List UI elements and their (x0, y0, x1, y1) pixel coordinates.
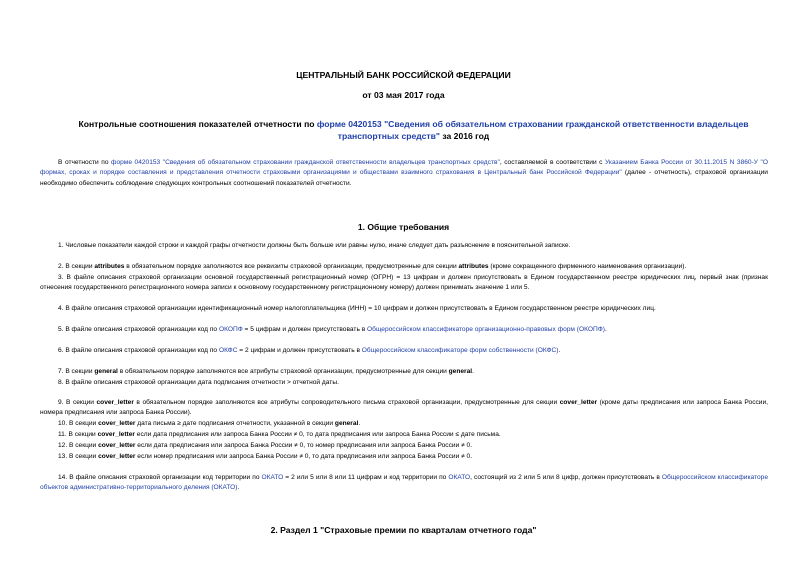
item-text: . (558, 347, 561, 354)
intro-text-3: (далее - отчетность), страховой организации необходимо обеспечить соблюдение следующих контрольных соотношений показателей отчетности. (40, 169, 768, 187)
document-title (60, 118, 767, 142)
list-item (40, 398, 768, 419)
okfs-classifier-link[interactable]: Общероссийском классификаторе форм собственности (ОКФС) (361, 347, 559, 354)
item-keyword: general (334, 420, 359, 427)
title-text: Контрольные соотношения показателей отчетности по (78, 119, 317, 129)
item-keyword: cover_letter (96, 399, 134, 406)
item-text: в обязательном порядке заполняются все реквизиты страховой организации, предусмотренные для секции (124, 263, 459, 270)
item-text: 5. В файле описания страховой организации код по (58, 326, 219, 333)
list-item (40, 262, 768, 272)
item-text: 14. В файле описания страховой организации код территории по (58, 474, 262, 481)
item-text: . (237, 484, 240, 492)
item-text: в обязательном порядке заполняются все атрибуты сопроводительного письма страховой организации, предусмотренные для секции (133, 399, 560, 406)
list-item: 3. В файле описания страховой организации основной государственный регистрационный номер (ОГРН) = 13 цифрам и должен присутствовать в Едином государственном реестре юридических лиц, первый знак (признак отнесения государственного регистрационного номера записи к основному государственному регистрационному номеру) должен принимать значение 1 или 5. (40, 274, 768, 292)
form-link[interactable]: форме 0420153 "Сведения об обязательном страховании гражданской ответственности владельцев транспортных средств" (316, 119, 749, 141)
section-heading-premiums: 2. Раздел 1 "Страховые премии по кварталам отчетного года" (270, 525, 537, 535)
item-text: , состоящий из 2 или 5 или 8 цифр, должен присутствовать в (470, 474, 662, 481)
intro-paragraph (40, 158, 768, 189)
item-text: в обязательном порядке заполняются все атрибуты страховой организации, предусмотренные для секции (117, 368, 449, 375)
intro-regulation-link[interactable]: Указанием Банка России от 30.11.2015 N 3860-У "О формах, сроках и порядке составления и представления отчетности страховыми организациями и обществами взаимного страхования в Центральный банк Российской Федерации" (40, 159, 768, 177)
intro-text-2: , составляемой в соответствии с (499, 159, 606, 166)
item-text: (кроме даты предписания или запроса Банка России, номера предписания или запроса Банка России). (40, 399, 768, 417)
list-item: 8. В файле описания страховой организации дата подписания отчетности > отчетной даты. (58, 379, 339, 386)
item-text: дата письма ≥ дате подписания отчетности, указанной в секции (135, 420, 335, 427)
item-text: 13. В секции (58, 453, 99, 460)
list-item (40, 441, 768, 451)
item-text: если номер предписания или запроса Банка России ≠ 0, то дата предписания или запроса Банка России ≠ 0. (135, 453, 473, 460)
item-keyword: attributes (94, 263, 125, 270)
okato-link[interactable]: ОКАТО (448, 474, 471, 481)
section-heading-general: 1. Общие требования (357, 222, 450, 232)
item-keyword: cover_letter (98, 442, 136, 449)
item-text: (кроме сокращенного фирменного наименования организации). (488, 263, 687, 270)
item-text: = 2 или 5 или 8 или 11 цифрам и код территории по (283, 474, 449, 481)
list-item: 1. Числовые показатели каждой строки и каждой графы отчетности должны быть больше или равны нулю, иначе следует дать разъяснение в пояснительной записке. (58, 242, 571, 249)
item-keyword: attributes (458, 263, 489, 270)
item-text: = 2 цифрам и должен присутствовать в (237, 347, 362, 354)
org-heading: ЦЕНТРАЛЬНЫЙ БАНК РОССИЙСКОЙ ФЕДЕРАЦИИ (296, 70, 511, 80)
item-text: 2. В секции (58, 263, 95, 270)
item-text: 9. В секции (58, 399, 97, 406)
okopf-classifier-link[interactable]: Общероссийском классификаторе организационно-правовых форм (ОКОПФ) (367, 326, 605, 333)
item-keyword: cover_letter (98, 453, 136, 460)
item-text: если дата предписания или запроса Банка России ≠ 0, то номер предписания или запроса Банка России ≠ 0. (135, 442, 473, 449)
item-text: если дата предписания или запроса Банка России ≠ 0, то дата предписания или запроса Банка России ≤ дате письма. (134, 431, 501, 438)
list-item: 4. В файле описания страховой организации идентификационный номер налогоплательщика (ИНН) = 10 цифрам и должен присутствовать в Едином государственном реестре юридических лиц. (58, 305, 656, 312)
intro-form-link[interactable]: форме 0420153 "Сведения об обязательном страховании гражданской ответственности владельцев транспортных средств" (111, 159, 500, 166)
item-keyword: cover_letter (97, 431, 135, 438)
item-text: = 5 цифрам и должен присутствовать в (242, 326, 368, 333)
okato-classifier-link[interactable]: Общероссийском классификаторе объектов административно-территориального деления (ОКАТО) (40, 474, 768, 492)
item-text: 6. В файле описания страховой организации код по (58, 347, 219, 354)
list-item (40, 452, 768, 462)
item-text: . (358, 420, 361, 427)
item-text: . (472, 368, 474, 375)
list-item (40, 430, 768, 440)
okfs-link[interactable]: ОКФС (218, 347, 238, 354)
intro-text-1: В отчетности по (58, 159, 112, 166)
item-keyword: general (448, 368, 473, 375)
item-keyword: cover_letter (98, 420, 136, 427)
list-item (40, 473, 768, 494)
item-text: 10. В секции (58, 420, 99, 427)
list-item (40, 346, 768, 356)
title-year: за 2016 год (439, 131, 490, 141)
okopf-link[interactable]: ОКОПФ (218, 326, 243, 333)
list-item (40, 325, 768, 335)
item-text: 12. В секции (58, 442, 99, 449)
list-item (40, 367, 768, 377)
list-item (40, 419, 768, 429)
document-date: от 03 мая 2017 года (362, 90, 445, 100)
item-keyword: general (94, 368, 118, 375)
okato-link[interactable]: ОКАТО (261, 474, 284, 481)
item-text: . (604, 326, 607, 333)
item-keyword: cover_letter (559, 399, 598, 406)
item-text: 11. В секции (58, 431, 98, 438)
item-text: 7. В секции (58, 368, 95, 375)
